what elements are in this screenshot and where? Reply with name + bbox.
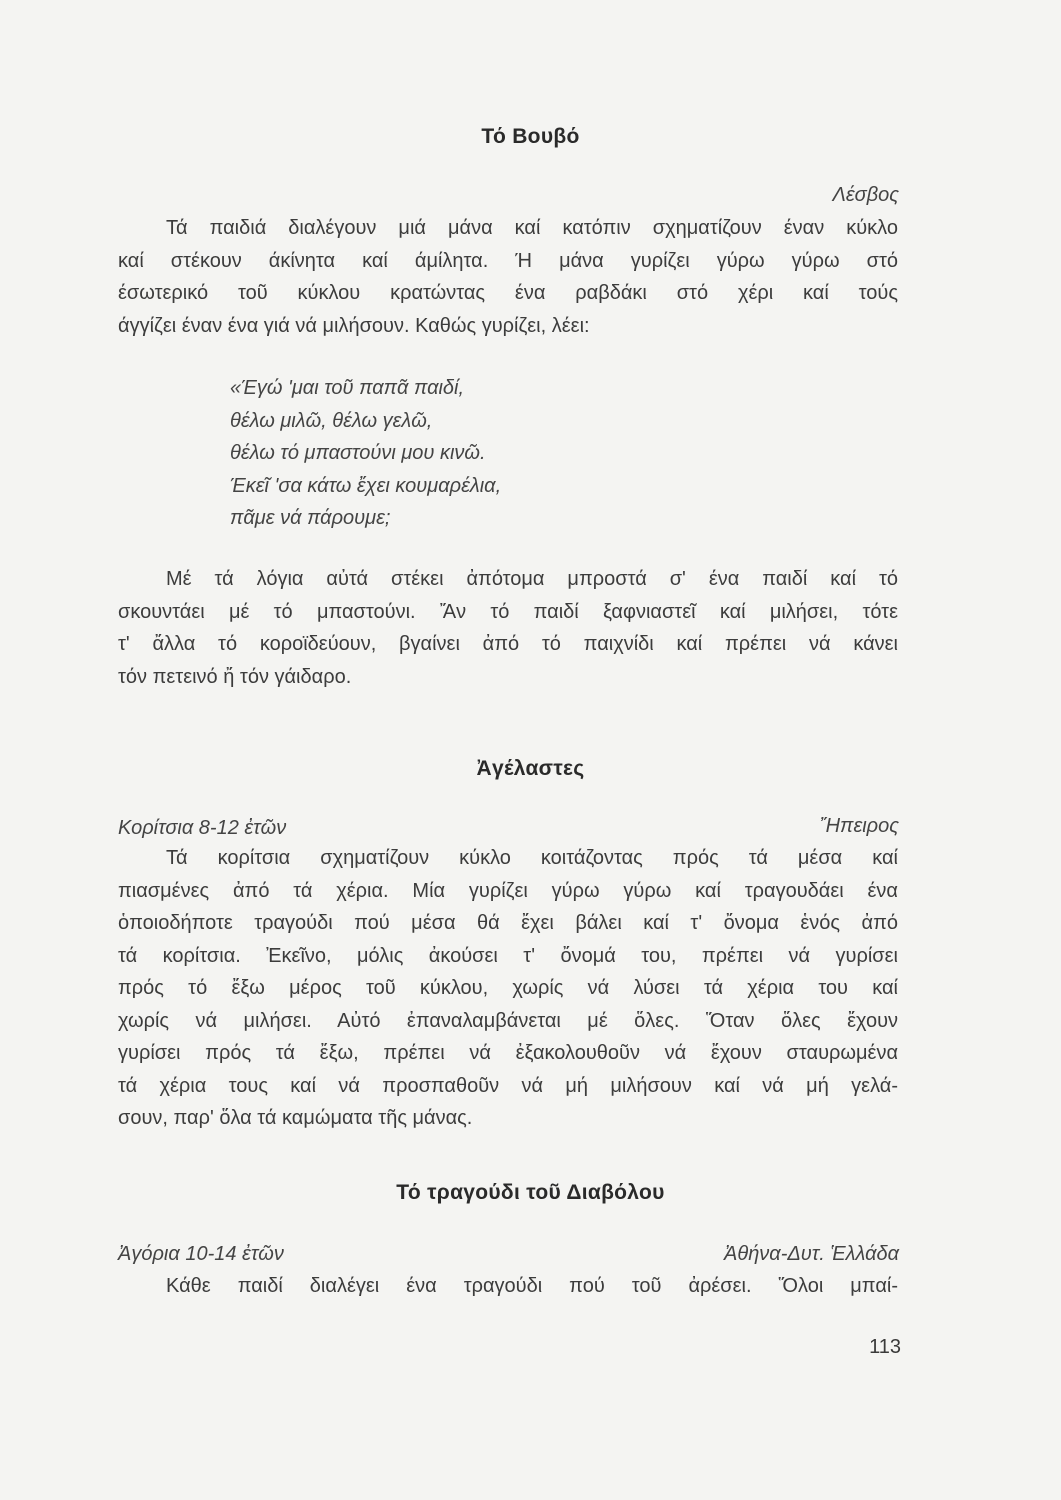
section-participants: Κορίτσια 8-12 ἐτῶν: [118, 817, 287, 839]
paragraph-line: ὁποιοδήποτε τραγούδι πού μέσα θά ἔχει βάλει καί τ' ὄνομα ἑνός ἀπό: [118, 912, 898, 934]
paragraph-line: Τά κορίτσια σχηματίζουν κύκλο κοιτάζοντας πρός τά μέσα καί: [166, 847, 898, 869]
verse-line: θέλω τό μπαστούνι μου κινῶ.: [230, 442, 486, 464]
paragraph-line: έσωτερικό τοῦ κύκλου κρατώντας ένα ραβδάκι στό χέρι καί τούς: [118, 282, 898, 304]
paragraph-line: πιασμένες ἀπό τά χέρια. Μία γυρίζει γύρω γύρω καί τραγουδάει ένα: [118, 879, 898, 902]
song-verse: [230, 372, 501, 535]
paragraph-line: πρός τό ἔξω μέρος τοῦ κύκλου, χωρίς νά λύσει τά χέρια του καί: [118, 977, 898, 999]
verse-line: πᾶμε νά πάρουμε;: [230, 507, 391, 529]
section-1-paragraph-2: [118, 563, 898, 693]
verse-line: Έκεῖ 'σα κάτω ἔχει κουμαρέλια,: [230, 474, 502, 497]
verse-line: θέλω μιλῶ, θέλω γελῶ,: [230, 409, 433, 432]
section-3-paragraph: [118, 1270, 898, 1303]
paragraph-line: σκουντάει μέ τό μπαστούνι. Ἄν τό παιδί ξαφνιαστεῖ καί μιλήσει, τότε: [118, 600, 898, 623]
section-2-paragraph: [118, 842, 898, 1135]
section-participants: Ἀγόρια 10-14 ἐτῶν: [118, 1243, 284, 1265]
section-title-touvouvo: Τό Βουβό: [481, 125, 580, 148]
section-region-lesvos: Λέσβος: [832, 184, 899, 206]
paragraph-line: τά κορίτσια. Ἐκεῖνο, μόλις ἀκούσει τ' ὄνομά του, πρέπει νά γυρίσει: [118, 944, 898, 967]
paragraph-line: χωρίς νά μιλήσει. Αὐτό ἐπαναλαμβάνεται μέ ὅλες. Ὅταν ὅλες ἔχουν: [118, 1009, 898, 1032]
section-title-diavolou: Τό τραγούδι τοῦ Διαβόλου: [396, 1181, 665, 1204]
section-region-ipeiros: Ἤπειρος: [819, 815, 899, 837]
section-1-paragraph-1: [118, 212, 898, 342]
paragraph-line: Μέ τά λόγια αὐτά στέκει ἀπότομα μπροστά σ' ένα παιδί καί τό: [166, 568, 898, 590]
page-number: 113: [869, 1336, 901, 1358]
paragraph-line: Τά παιδιά διαλέγουν μιά μάνα καί κατόπιν σχηματίζουν έναν κύκλο: [166, 217, 898, 239]
paragraph-line: καί στέκουν άκίνητα καί άμίλητα. Ή μάνα γυρίζει γύρω γύρω στό: [118, 249, 898, 272]
section-title-agelastes: Ἀγέλαστες: [476, 757, 585, 780]
paragraph-line: τόν πετεινό ἤ τόν γάιδαρο.: [118, 665, 352, 688]
paragraph-line: σουν, παρ' ὅλα τά καμώματα τῆς μάνας.: [118, 1107, 473, 1129]
verse-line: «Έγώ 'μαι τοῦ παπᾶ παιδί,: [230, 377, 465, 399]
paragraph-line: τά χέρια τους καί νά προσπαθοῦν νά μή μιλήσουν καί νά μή γελά-: [118, 1074, 898, 1097]
paragraph-line: άγγίζει έναν ένα γιά νά μιλήσουν. Καθώς γυρίζει, λέει:: [118, 314, 590, 337]
section-region-athina: Ἀθήνα-Δυτ. Ἑλλάδα: [724, 1243, 899, 1265]
paragraph-line: Κάθε παιδί διαλέγει ένα τραγούδι πού τοῦ ἀρέσει. Ὅλοι μπαί-: [166, 1275, 898, 1297]
paragraph-line: τ' ἄλλα τό κοροϊδεύουν, βγαίνει ἀπό τό παιχνίδι καί πρέπει νά κάνει: [118, 633, 898, 655]
paragraph-line: γυρίσει πρός τά ἔξω, πρέπει νά ἐξακολουθοῦν νά ἔχουν σταυρωμένα: [118, 1042, 898, 1064]
